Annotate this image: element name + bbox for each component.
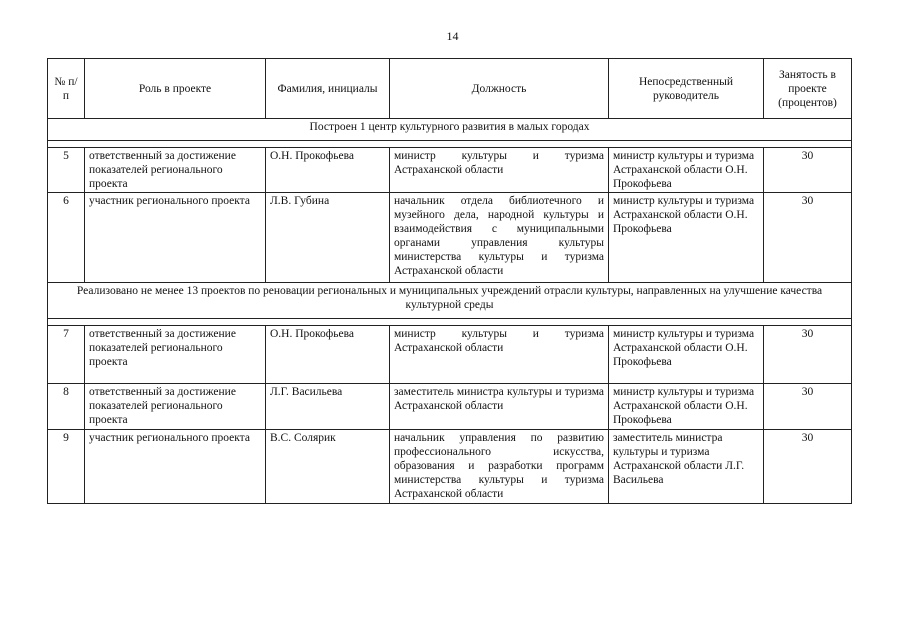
- cell-num: 5: [48, 148, 85, 193]
- cell-employment: 30: [764, 430, 852, 504]
- section-title: Построен 1 центр культурного развития в малых городах: [48, 119, 852, 141]
- cell-position: начальник управления по развитию профессионального искусства, образования и разработки программ министерства культуры и туризма Астраханской области: [390, 430, 609, 504]
- header-name: Фамилия, инициалы: [266, 59, 390, 119]
- cell-position: заместитель министра культуры и туризма Астраханской области: [390, 384, 609, 430]
- cell-employment: 30: [764, 384, 852, 430]
- cell-role: участник регионального проекта: [85, 193, 266, 283]
- cell-num: 7: [48, 326, 85, 384]
- header-supervisor: Непосредственный руководитель: [609, 59, 764, 119]
- cell-employment: 30: [764, 148, 852, 193]
- cell-name: В.С. Солярик: [266, 430, 390, 504]
- section-title-row: [48, 119, 852, 141]
- cell-employment: 30: [764, 193, 852, 283]
- cell-role: участник регионального проекта: [85, 430, 266, 504]
- cell-name: Л.Г. Васильева: [266, 384, 390, 430]
- cell-role: ответственный за достижение показателей регионального проекта: [85, 326, 266, 384]
- table-row: [48, 326, 852, 384]
- cell-num: 9: [48, 430, 85, 504]
- cell-position: министр культуры и туризма Астраханской области: [390, 148, 609, 193]
- cell-position: начальник отдела библиотечного и музейного дела, народной культуры и взаимодействия с муниципальными органами управления культуры министерства культуры и туризма Астраханской области: [390, 193, 609, 283]
- table-row: [48, 193, 852, 283]
- cell-role: ответственный за достижение показателей регионального проекта: [85, 384, 266, 430]
- table-row: [48, 384, 852, 430]
- table-row: [48, 148, 852, 193]
- header-position: Должность: [390, 59, 609, 119]
- cell-num: 6: [48, 193, 85, 283]
- cell-position: министр культуры и туризма Астраханской области: [390, 326, 609, 384]
- cell-supervisor: министр культуры и туризма Астраханской области О.Н. Прокофьева: [609, 193, 764, 283]
- cell-role: ответственный за достижение показателей регионального проекта: [85, 148, 266, 193]
- header-employment: Занятость в проекте (процентов): [764, 59, 852, 119]
- table-row: [48, 430, 852, 504]
- header-num: № п/п: [48, 59, 85, 119]
- cell-supervisor: министр культуры и туризма Астраханской области О.Н. Прокофьева: [609, 384, 764, 430]
- table-header-row: [48, 59, 852, 119]
- cell-name: Л.В. Губина: [266, 193, 390, 283]
- cell-supervisor: министр культуры и туризма Астраханской области О.Н. Прокофьева: [609, 326, 764, 384]
- cell-supervisor: министр культуры и туризма Астраханской области О.Н. Прокофьева: [609, 148, 764, 193]
- page-number: 14: [446, 29, 459, 43]
- cell-name: О.Н. Прокофьева: [266, 326, 390, 384]
- cell-supervisor: заместитель министра культуры и туризма Астраханской области Л.Г. Васильева: [609, 430, 764, 504]
- cell-num: 8: [48, 384, 85, 430]
- cell-employment: 30: [764, 326, 852, 384]
- project-team-table: [47, 58, 852, 504]
- cell-name: О.Н. Прокофьева: [266, 148, 390, 193]
- section-title: Реализовано не менее 13 проектов по реновации региональных и муниципальных учреждений отрасли культуры, направленных на улучшение качества культурной среды: [48, 283, 852, 319]
- header-role: Роль в проекте: [85, 59, 266, 119]
- section-title-row: [48, 283, 852, 319]
